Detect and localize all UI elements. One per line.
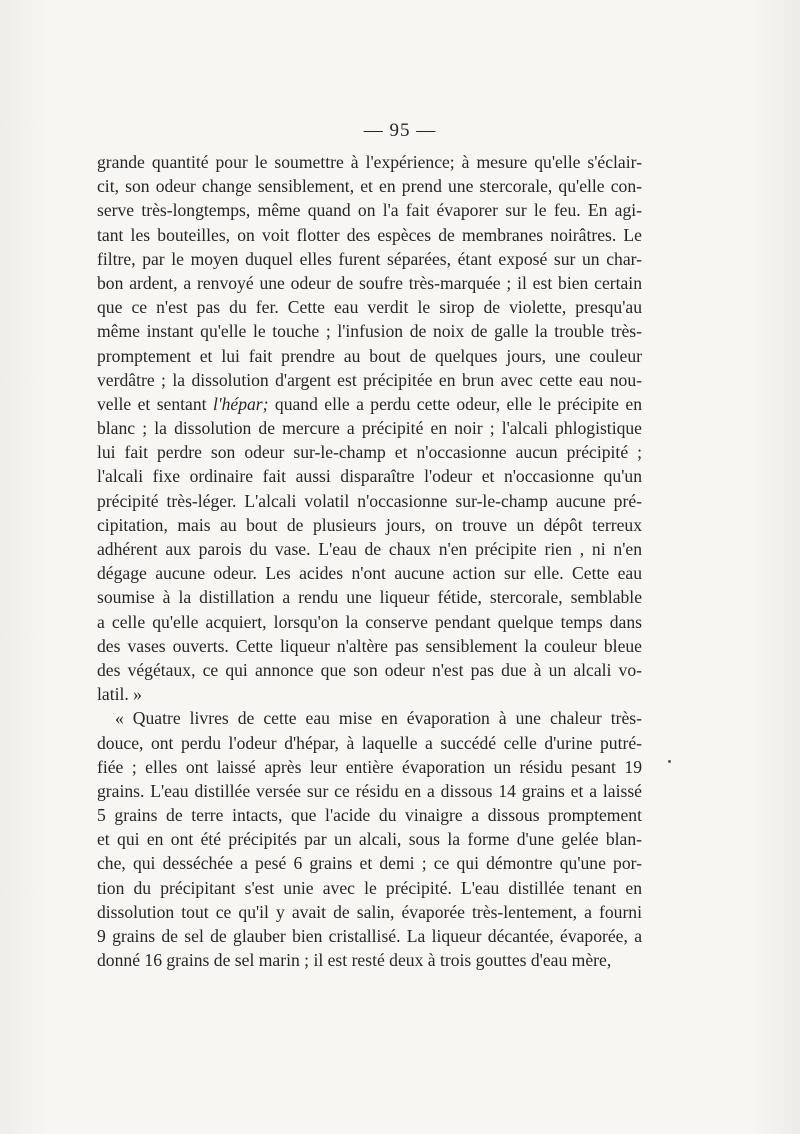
text-line: filtre, par le moyen duquel elles furent séparées, étant exposé sur un char-	[97, 248, 642, 269]
text-line: des vases ouverts. Cette liqueur n'altère pas sensiblement la couleur bleue	[97, 635, 642, 656]
page-number: — 95 —	[363, 120, 437, 141]
text-line: fiée ; elles ont laissé après leur entière évaporation un résidu pesant 19	[97, 756, 642, 777]
text-line: a celle qu'elle acquiert, lorsqu'on la conserve pendant quelque temps dans	[97, 611, 642, 632]
text-line: tant les bouteilles, on voit flotter des espèces de membranes noirâtres. Le	[97, 224, 642, 245]
text-line: verdâtre ; la dissolution d'argent est précipitée en brun avec cette eau nou-	[97, 369, 642, 390]
text-line: blanc ; la dissolution de mercure a précipité en noir ; l'alcali phlogistique	[97, 418, 642, 439]
text-line: serve très-longtemps, même quand on l'a fait évaporer sur le feu. En agi-	[97, 200, 642, 221]
body-text	[97, 150, 642, 972]
text-line: dissolution tout ce qu'il y avait de salin, évaporée très-lentement, a fourni	[97, 901, 642, 922]
text-line: lui fait perdre son odeur sur-le-champ et n'occasionne aucun précipité ;	[97, 442, 642, 463]
text-line: cit, son odeur change sensiblement, et en prend une stercorale, qu'elle con-	[97, 176, 642, 197]
text-line: grande quantité pour le soumettre à l'expérience; à mesure qu'elle s'éclair-	[97, 152, 642, 172]
text-line: cipitation, mais au bout de plusieurs jours, on trouve un dépôt terreux	[97, 514, 642, 535]
text-line: dégage aucune odeur. Les acides n'ont aucune action sur elle. Cette eau	[97, 563, 642, 584]
ink-speck	[668, 760, 671, 763]
text-line: velle et sentant l'hépar; quand elle a perdu cette odeur, elle le précipite en	[97, 393, 642, 414]
text-line: même instant qu'elle le touche ; l'infusion de noix de galle la trouble très-	[97, 321, 642, 342]
text-line: tion du précipitant s'est unie avec le précipité. L'eau distillée tenant en	[97, 877, 642, 898]
text-line: soumise à la distillation a rendu une liqueur fétide, stercorale, semblable	[97, 587, 642, 608]
text-line: que ce n'est pas du fer. Cette eau verdit le sirop de violette, presqu'au	[97, 297, 642, 318]
text-line: « Quatre livres de cette eau mise en évaporation à une chaleur très-	[115, 708, 642, 729]
text-line: 9 grains de sel de glauber bien cristallisé. La liqueur décantée, évaporée, a	[97, 926, 642, 946]
text-line: douce, ont perdu l'odeur d'hépar, à laquelle a succédé celle d'urine putré-	[97, 732, 642, 753]
text-line: adhérent aux parois du vase. L'eau de chaux n'en précipite rien , ni n'en	[97, 539, 642, 559]
text-line: che, qui desséchée a pesé 6 grains et demi ; ce qui démontre qu'une por-	[97, 853, 642, 874]
text-line: 5 grains de terre intacts, que l'acide du vinaigre a dissous promptement	[97, 805, 642, 826]
text-line: promptement et lui fait prendre au bout de quelques jours, une couleur	[97, 345, 642, 366]
text-line: donné 16 grains de sel marin ; il est resté deux à trois gouttes d'eau mère,	[97, 950, 612, 971]
text-line: précipité très-léger. L'alcali volatil n'occasionne sur-le-champ aucune pré-	[97, 490, 642, 511]
text-line: latil. »	[97, 684, 142, 705]
text-line: et qui en ont été précipités par un alcali, sous la forme d'une gelée blan-	[97, 829, 642, 850]
text-line: des végétaux, ce qui annonce que son odeur n'est pas due à un alcali vo-	[97, 659, 642, 680]
text-line: grains. L'eau distillée versée sur ce résidu en a dissous 14 grains et a laissé	[97, 780, 642, 801]
text-line: bon ardent, a renvoyé une odeur de soufre très-marquée ; il est bien certain	[97, 272, 642, 293]
text-line: l'alcali fixe ordinaire fait aussi disparaître l'odeur et n'occasionne qu'un	[97, 466, 642, 487]
